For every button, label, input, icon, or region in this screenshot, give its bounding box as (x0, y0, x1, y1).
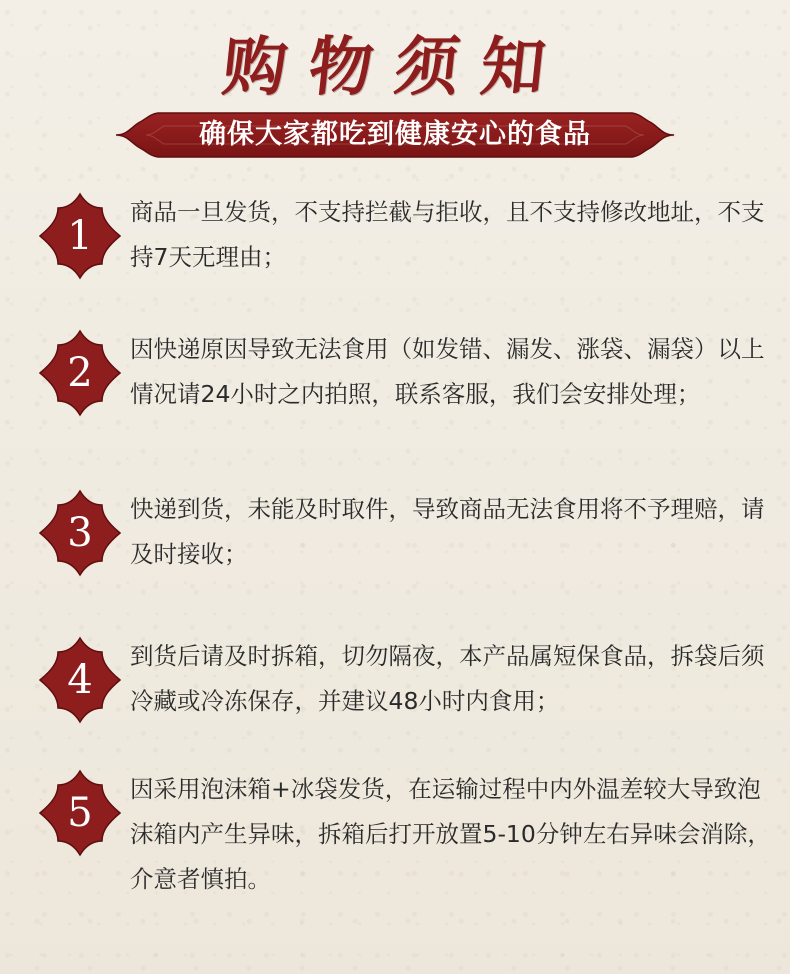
subtitle-text: 确保大家都吃到健康安心的食品 (199, 119, 591, 150)
rule-text: 到货后请及时拆箱，切勿隔夜，本产品属短保食品，拆袋后须冷藏或冷冻保存，并建议48小时内食用； (130, 642, 765, 715)
number-badge (36, 769, 124, 857)
number-badge (36, 636, 124, 724)
badge-number: 2 (67, 350, 93, 396)
subtitle-banner (110, 110, 680, 160)
rule-text: 快递到货，未能及时取件，导致商品无法食用将不予理赔，请及时接收； (130, 495, 765, 568)
badge-number: 3 (67, 510, 93, 556)
badge-number: 5 (67, 790, 93, 836)
page-title: 购物须知 (219, 30, 571, 105)
badge-number: 4 (67, 657, 93, 703)
rule-text: 因采用泡沫箱+冰袋发货，在运输过程中内外温差较大导致泡沫箱内产生异味，拆箱后打开放置5-10分钟左右异味会消除，介意者慎拍。 (130, 775, 771, 893)
rule-text: 商品一旦发货，不支持拦截与拒收，且不支持修改地址，不支持7天无理由； (130, 198, 765, 271)
badge-number: 1 (67, 213, 93, 259)
rule-text: 因快递原因导致无法食用（如发错、漏发、涨袋、漏袋）以上情况请24小时之内拍照，联系客服，我们会安排处理； (130, 335, 765, 408)
number-badge (36, 329, 124, 417)
number-badge (36, 192, 124, 280)
number-badge (36, 489, 124, 577)
